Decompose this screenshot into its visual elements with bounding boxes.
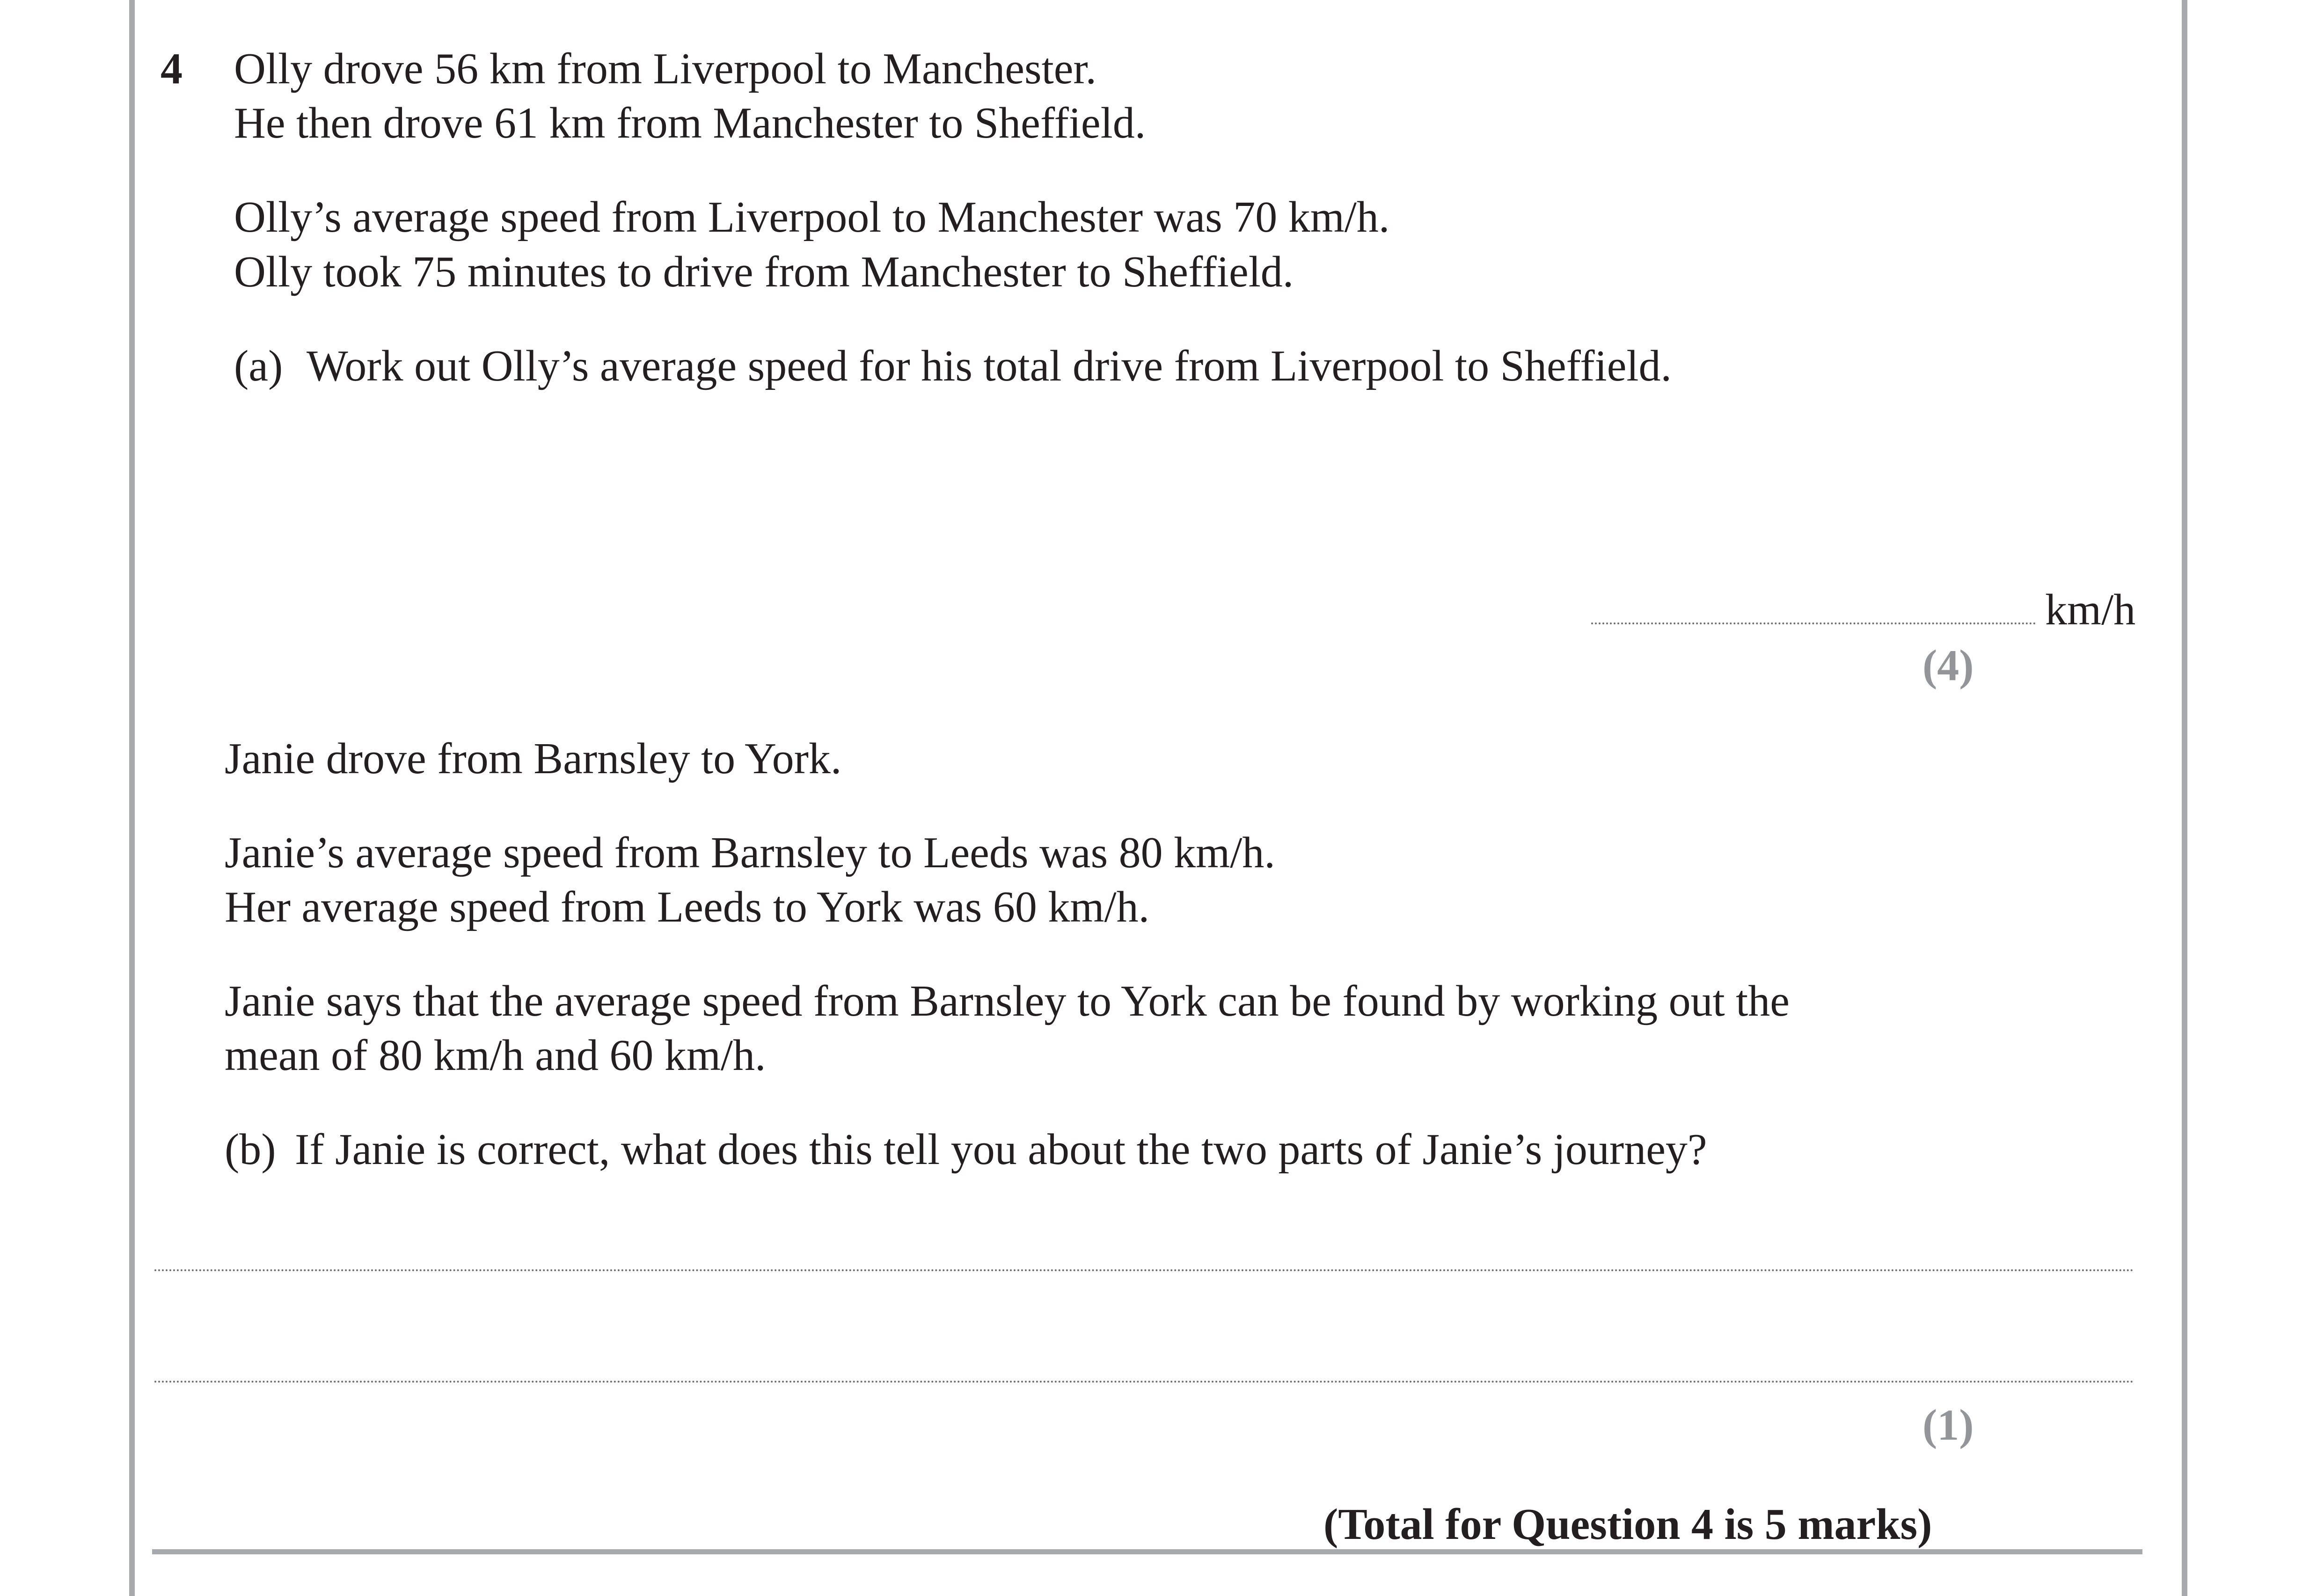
janie-line-4: Janie says that the average speed from Barnsley to York can be found by working out the [225,977,1790,1025]
part-a-question: Work out Olly’s average speed for his total drive from Liverpool to Sheffield. [307,342,1672,390]
intro-line-1: Olly drove 56 km from Liverpool to Manchester. [234,44,1097,93]
intro-line-2: He then drove 61 km from Manchester to Sheffield. [234,99,1146,147]
janie-line-1: Janie drove from Barnsley to York. [225,734,842,783]
page-border-left [129,0,135,1596]
janie-line-5: mean of 80 km/h and 60 km/h. [225,1031,766,1080]
info-line-1: Olly’s average speed from Liverpool to Manchester was 70 km/h. [234,193,1390,242]
info-line-2: Olly took 75 minutes to drive from Manchester to Sheffield. [234,248,1294,296]
part-b-label: (b) [225,1125,276,1174]
part-a-answer-unit: km/h [2045,586,2136,634]
part-b-marks: (1) [1922,1401,1974,1450]
page-border-right [2182,0,2187,1596]
janie-line-2: Janie’s average speed from Barnsley to Leeds was 80 km/h. [225,828,1275,877]
question-total: (Total for Question 4 is 5 marks) [1323,1500,1932,1549]
janie-line-3: Her average speed from Leeds to York was 60 km/h. [225,883,1150,931]
part-b-answer-line-2[interactable] [154,1381,2135,1383]
part-a-label: (a) [234,342,283,390]
part-b-question: If Janie is correct, what does this tell you about the two parts of Janie’s journey? [295,1125,1707,1174]
part-a-marks: (4) [1922,641,1974,690]
bottom-rule [152,1549,2142,1554]
part-a-answer-line[interactable] [1591,622,2036,624]
question-number: 4 [161,44,183,93]
part-b-answer-line-1[interactable] [154,1269,2135,1271]
